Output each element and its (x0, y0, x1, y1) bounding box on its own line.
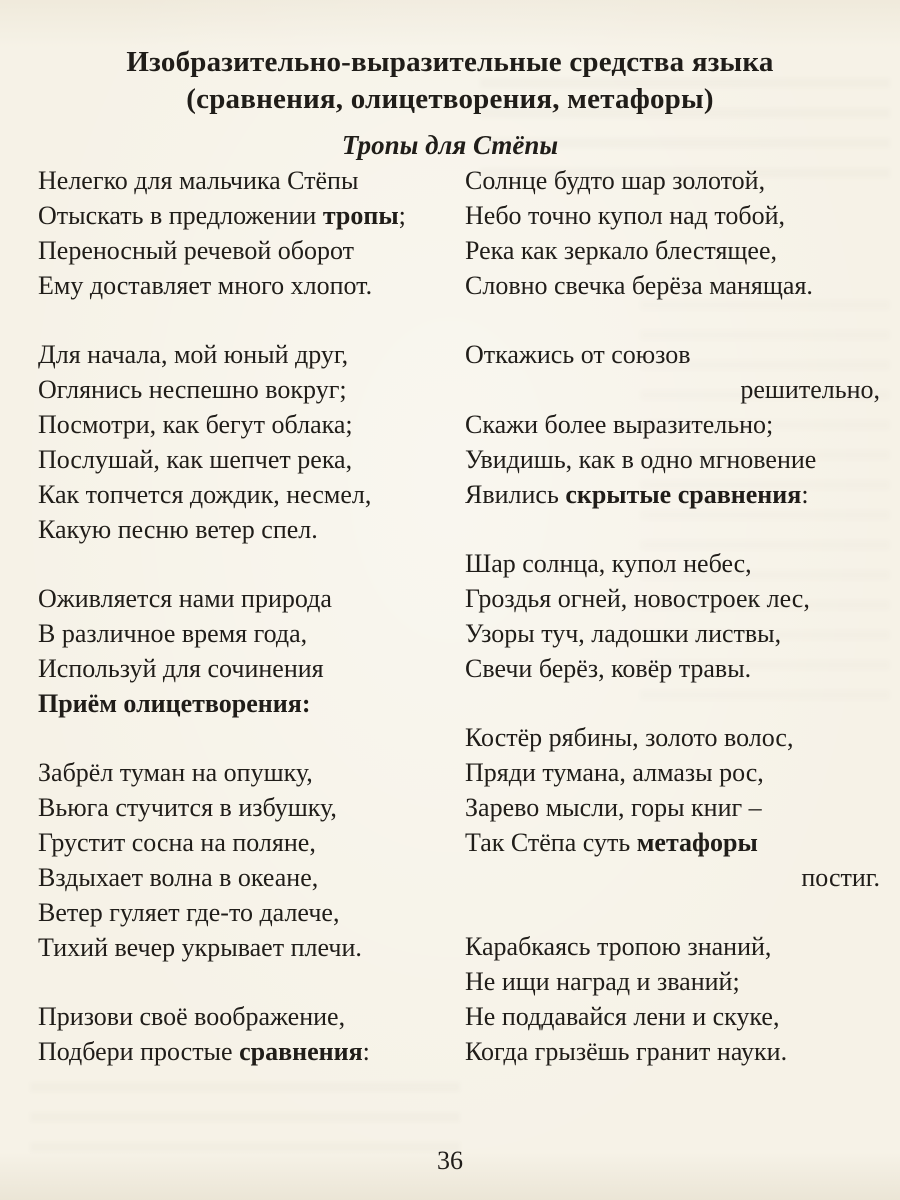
poem-line (465, 233, 880, 268)
poem-line (465, 198, 880, 233)
poem-text: : (362, 1037, 370, 1066)
poem-line (465, 337, 880, 372)
poem-line (38, 163, 450, 198)
poem-text: Забрёл туман на опушку, (38, 758, 313, 787)
stanza (38, 581, 450, 721)
stanza (465, 337, 880, 512)
poem-text: Тихий вечер укрывает плечи. (38, 933, 362, 962)
poem-text: В различное время года, (38, 619, 308, 648)
poem-term-bold: метафоры (636, 828, 758, 857)
poem-text: Ветер гуляет где-то далече, (38, 898, 340, 927)
poem-text: Грустит сосна на поляне, (38, 828, 316, 857)
stanza (38, 163, 450, 303)
poem-line (465, 825, 880, 860)
poem-text: Отыскать в предложении (38, 201, 323, 230)
poem-term-bold: тропы (322, 201, 399, 230)
poem-text: Словно свечка берёза манящая. (465, 271, 813, 300)
poem-text: Явились (465, 480, 566, 509)
poem-text: Посмотри, как бегут облака; (38, 410, 353, 439)
poem-line (38, 999, 450, 1034)
poem-line (38, 407, 450, 442)
poem-line (38, 825, 450, 860)
poem-text: Скажи более выразительно; (465, 410, 774, 439)
poem-text: Небо точно купол над тобой, (465, 201, 786, 230)
poem-text: Используй для сочинения (38, 654, 324, 683)
poem-line (465, 616, 880, 651)
poem-line (38, 512, 450, 547)
poem-text: решительно, (740, 375, 880, 404)
poem-text: Оживляется нами природа (38, 584, 332, 613)
poem-line (465, 651, 880, 686)
stanza (465, 546, 880, 686)
poem-text: Переносный речевой оборот (38, 236, 355, 265)
page-title-line-1: Изобразительно-выразительные средства языка (126, 46, 774, 78)
stanza (465, 163, 880, 303)
poem-text: Увидишь, как в одно мгновение (465, 445, 817, 474)
poem-text: Не поддавайся лени и скуке, (465, 1002, 780, 1031)
poem-line (465, 407, 880, 442)
poem-line (38, 755, 450, 790)
poem-line (38, 581, 450, 616)
poem-line (38, 616, 450, 651)
poem-line (38, 860, 450, 895)
poem-line (465, 790, 880, 825)
poem-text: ; (398, 201, 406, 230)
poem-line (465, 268, 880, 303)
poem-text: Шар солнца, купол небес, (465, 549, 752, 578)
poem-line (38, 1034, 450, 1069)
poem-text: Карабкаясь тропою знаний, (465, 932, 772, 961)
poem-text: Вздыхает волна в океане, (38, 863, 319, 892)
poem-line (465, 546, 880, 581)
poem-line (465, 1034, 880, 1069)
poem-line (38, 930, 450, 965)
poem-line (465, 964, 880, 999)
poem-line (465, 860, 880, 895)
page-number: 36 (437, 1146, 463, 1175)
poem-term-bold: сравнения (239, 1037, 363, 1066)
poem-text: Нелегко для мальчика Стёпы (38, 166, 359, 195)
poem-line (38, 442, 450, 477)
poem-text: Так Стёпа суть (465, 828, 637, 857)
poem-text: : (801, 480, 809, 509)
poem-text: Оглянись неспешно вокруг; (38, 375, 347, 404)
poem-text: Костёр рябины, золото волос, (465, 723, 794, 752)
poem-column-right (465, 163, 880, 1103)
poem-text: постиг. (801, 863, 880, 892)
stanza (38, 337, 450, 547)
poem-line (465, 929, 880, 964)
poem-text: Какую песню ветер спел. (38, 515, 318, 544)
stanza (38, 755, 450, 965)
poem-text: Откажись от союзов (465, 340, 691, 369)
poem-line (465, 163, 880, 198)
poem-text: Подбери простые (38, 1037, 240, 1066)
poem-text: Вьюга стучится в избушку, (38, 793, 337, 822)
poem-line (38, 477, 450, 512)
poem-text: Не ищи наград и званий; (465, 967, 740, 996)
poem-line (465, 477, 880, 512)
poem-line (38, 651, 450, 686)
poem-line (38, 372, 450, 407)
poem-text: Для начала, мой юный друг, (38, 340, 349, 369)
poem-text: Пряди тумана, алмазы рос, (465, 758, 764, 787)
poem-term-bold: скрытые сравнения (565, 480, 802, 509)
poem-text: Ему доставляет много хлопот. (38, 271, 373, 300)
stanza (38, 999, 450, 1069)
page-title-line-2: (сравнения, олицетворения, метафоры) (186, 83, 714, 115)
poem-text: Свечи берёз, ковёр травы. (465, 654, 752, 683)
poem-text: Зарево мысли, горы книг – (465, 793, 762, 822)
stanza (465, 929, 880, 1069)
poem-line (38, 198, 450, 233)
poem-line (38, 686, 450, 721)
stanza (465, 720, 880, 895)
poem-line (465, 442, 880, 477)
poem-line (38, 337, 450, 372)
poem-line (38, 268, 450, 303)
poem-text: Послушай, как шепчет река, (38, 445, 353, 474)
poem-term-bold: Приём олицетворения: (38, 689, 311, 718)
poem-column-left (38, 163, 450, 1103)
poem-line (38, 790, 450, 825)
poem-line (465, 755, 880, 790)
poem-text: Как топчется дождик, несмел, (38, 480, 372, 509)
poem-text: Призови своё воображение, (38, 1002, 346, 1031)
poem-subtitle: Тропы для Стёпы (341, 130, 559, 160)
page-header (0, 0, 900, 162)
poem-text: Когда грызёшь гранит науки. (465, 1037, 788, 1066)
poem-line (38, 895, 450, 930)
poem-text: Солнце будто шар золотой, (465, 166, 766, 195)
poem-line (465, 372, 880, 407)
poem-text: Узоры туч, ладошки листвы, (465, 619, 782, 648)
poem-line (465, 720, 880, 755)
poem-line (38, 233, 450, 268)
poem-line (465, 581, 880, 616)
poem-line (465, 999, 880, 1034)
poem-text: Гроздья огней, новостроек лес, (465, 584, 810, 613)
poem-text: Река как зеркало блестящее, (465, 236, 777, 265)
